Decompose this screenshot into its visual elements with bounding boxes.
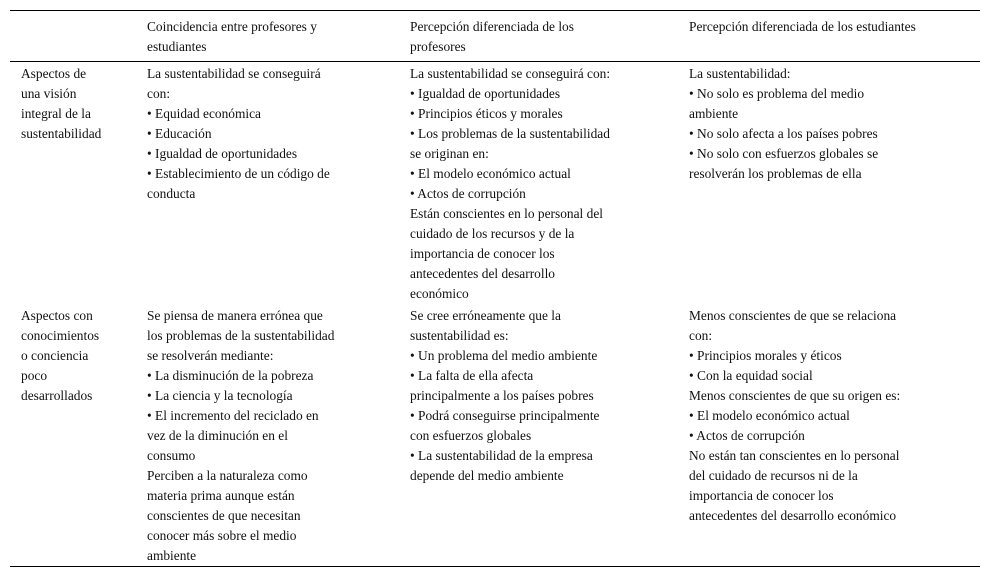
cell-text-line: • Educación (147, 126, 212, 141)
cell-text-line: La sustentabilidad se conseguirá con: (410, 66, 611, 81)
cell-text-line: consumo (147, 448, 196, 463)
cell-text-line: con: (147, 86, 171, 101)
cell-text-line: Aspectos de (21, 66, 87, 81)
cell-text-line: sustentabilidad (21, 126, 102, 141)
cell-text-line: profesores (410, 39, 466, 54)
cell-text-line: resolverán los problemas de ella (689, 166, 862, 181)
cell-text-line: principalmente a los países pobres (410, 388, 594, 403)
cell-text-line: materia prima aunque están (147, 488, 295, 503)
comparison-table (10, 10, 980, 567)
cell-text-line: importancia de conocer los (689, 488, 834, 503)
cell-text-line: • La sustentabilidad de la empresa (410, 448, 593, 463)
cell-text-line: o conciencia (21, 348, 89, 363)
header-cell-coincidencia (146, 17, 409, 57)
cell-text-line: • Principios éticos y morales (410, 106, 563, 121)
cell-text-line: se resolverán mediante: (147, 348, 274, 363)
cell-text-line: • No solo afecta a los países pobres (689, 126, 878, 141)
header-cell-profesores (409, 17, 688, 57)
cell-text-line: • La ciencia y la tecnología (147, 388, 293, 403)
cell-text-line: conscientes de que necesitan (147, 508, 301, 523)
estudiantes-cell (688, 64, 980, 304)
cell-text-line: con: (689, 328, 713, 343)
cell-text-line: Perciben a la naturaleza como (147, 468, 308, 483)
table-header-row (10, 11, 980, 62)
cell-text-line: ambiente (147, 548, 197, 563)
cell-text-line: conducta (147, 186, 196, 201)
coincidencia-cell (146, 64, 409, 304)
cell-text-line: • Con la equidad social (689, 368, 813, 383)
cell-text-line: Menos conscientes de que se relaciona (689, 308, 897, 323)
cell-text-line: • Equidad económica (147, 106, 262, 121)
row-label-cell (10, 306, 146, 566)
cell-text-line: • La falta de ella afecta (410, 368, 534, 383)
cell-text-line: con esfuerzos globales (410, 428, 532, 443)
cell-text-line: • La disminución de la pobreza (147, 368, 314, 383)
cell-text-line: depende del medio ambiente (410, 468, 564, 483)
cell-text-line: antecedentes del desarrollo (410, 266, 555, 281)
coincidencia-cell (146, 306, 409, 566)
cell-text-line: • Actos de corrupción (689, 428, 805, 443)
cell-text-line: • No solo es problema del medio (689, 86, 865, 101)
cell-text-line: • Un problema del medio ambiente (410, 348, 598, 363)
cell-text-line: • Igualdad de oportunidades (410, 86, 561, 101)
cell-text-line: • El modelo económico actual (689, 408, 850, 423)
cell-text-line: los problemas de la sustentabilidad (147, 328, 335, 343)
cell-text-line: No están tan conscientes en lo personal (689, 448, 900, 463)
cell-text-line: Percepción diferenciada de los estudiantes (689, 19, 916, 34)
cell-text-line: • Igualdad de oportunidades (147, 146, 298, 161)
cell-text-line: poco (21, 368, 48, 383)
cell-text-line: Percepción diferenciada de los (410, 19, 574, 34)
cell-text-line: Se cree erróneamente que la (410, 308, 561, 323)
cell-text-line: Se piensa de manera errónea que (147, 308, 323, 323)
cell-text-line: • No solo con esfuerzos globales se (689, 146, 879, 161)
cell-text-line: ambiente (689, 106, 739, 121)
cell-text-line: La sustentabilidad: (689, 66, 791, 81)
cell-text-line: desarrollados (21, 388, 93, 403)
header-cell-empty (10, 17, 146, 57)
cell-text-line: Coincidencia entre profesores y (147, 19, 317, 34)
table-row-vision-integral (10, 62, 980, 304)
cell-text-line: conocer más sobre el medio (147, 528, 297, 543)
cell-text-line: conocimientos (21, 328, 100, 343)
cell-text-line: estudiantes (147, 39, 207, 54)
cell-text-line: Están conscientes en lo personal del (410, 206, 603, 221)
estudiantes-cell (688, 306, 980, 566)
cell-text-line: económico (410, 286, 469, 301)
cell-text-line: • Los problemas de la sustentabilidad (410, 126, 610, 141)
cell-text-line: Aspectos con (21, 308, 93, 323)
cell-text-line: importancia de conocer los (410, 246, 555, 261)
cell-text-line: Menos conscientes de que su origen es: (689, 388, 901, 403)
cell-text-line: vez de la diminución en el (147, 428, 288, 443)
profesores-cell (409, 306, 688, 566)
cell-text-line: • El incremento del reciclado en (147, 408, 319, 423)
cell-text-line: se originan en: (410, 146, 489, 161)
cell-text-line: una visión (21, 86, 77, 101)
table-row-poco-desarrollados (10, 304, 980, 566)
cell-text-line: sustentabilidad es: (410, 328, 509, 343)
cell-text-line: • Podrá conseguirse principalmente (410, 408, 600, 423)
cell-text-line: • Principios morales y éticos (689, 348, 842, 363)
cell-text-line: • El modelo económico actual (410, 166, 571, 181)
profesores-cell (409, 64, 688, 304)
cell-text-line: integral de la (21, 106, 91, 121)
cell-text-line: • Actos de corrupción (410, 186, 526, 201)
row-label-cell (10, 64, 146, 304)
cell-text-line: antecedentes del desarrollo económico (689, 508, 897, 523)
cell-text-line: cuidado de los recursos y de la (410, 226, 575, 241)
cell-text-line: del cuidado de recursos ni de la (689, 468, 858, 483)
cell-text-line: • Establecimiento de un código de (147, 166, 330, 181)
header-cell-estudiantes (688, 17, 980, 57)
cell-text-line: La sustentabilidad se conseguirá (147, 66, 321, 81)
